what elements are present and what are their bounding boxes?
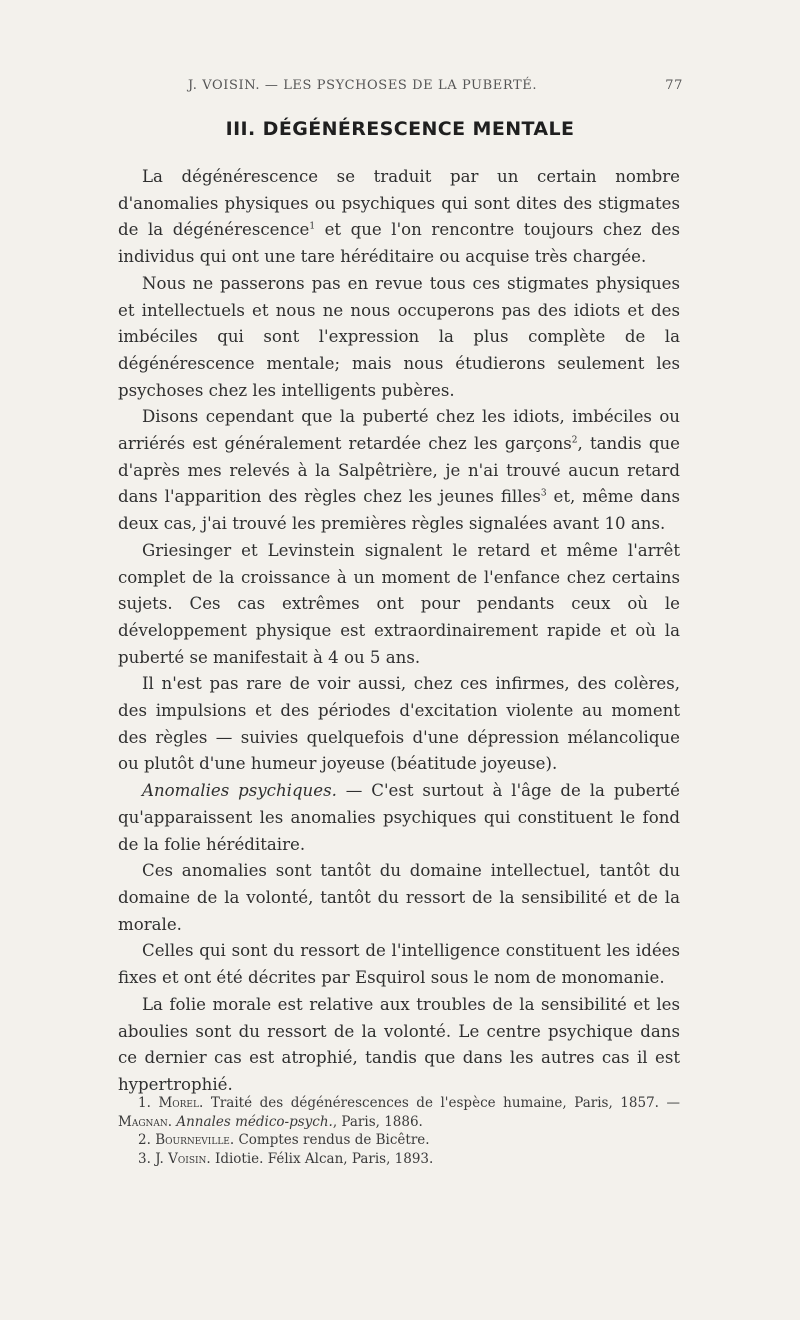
footnote-number: 2. (138, 1132, 151, 1148)
footnote-author: Magnan. (118, 1113, 173, 1130)
footnote-2 (118, 1131, 680, 1150)
footnote-3 (118, 1150, 680, 1169)
paragraph-3-text-c: et, même dans deux cas, j'ai trouvé les premières règles signalées avant 10 ans. (118, 487, 680, 534)
paragraph-8: Celles qui sont du ressort de l'intelligence constituent les idées fixes et ont été décrites par Esquirol sous le nom de monomanie. (118, 941, 680, 988)
footnote-author: Morel. (158, 1095, 204, 1111)
running-head (188, 74, 683, 98)
footnote-ref-2: 2 (571, 435, 578, 446)
footnote-author: Bourneville. (155, 1132, 235, 1148)
paragraph-5: Il n'est pas rare de voir aussi, chez ces infirmes, des colères, des impulsions et des périodes d'excitation violente au moment des règles — suivies quelquefois d'une dépression mélancolique ou plutôt d'une humeur joyeuse (béatitude joyeuse). (118, 674, 680, 774)
paragraph-9: La folie morale est relative aux troubles de la sensibilité et les aboulies sont du ressort de la volonté. Le centre psychique dans ce dernier cas est atrophié, tandis que dans les autres cas il est hypertrophié. (118, 994, 680, 1094)
footnote-ref-3: 3 (540, 488, 547, 499)
paragraph-1-text-b: et que l'on rencontre toujours chez des individus qui ont une tare héréditaire ou acquise très chargée. (118, 220, 680, 267)
footnotes (118, 1094, 680, 1168)
footnote-text: , Paris, 1886. (332, 1113, 423, 1130)
running-head-title: J. VOISIN. — LES PSYCHOSES DE LA PUBERTÉ. (188, 78, 538, 93)
paragraph-1 (118, 164, 680, 271)
paragraph-6-text: — C'est surtout à l'âge de la puberté qu'apparaissent les anomalies psychiques qui constituent le fond de la folie héréditaire. (118, 781, 681, 854)
page-number: 77 (665, 78, 683, 93)
footnote-ref-1: 1 (309, 221, 316, 232)
footnote-number: 3. (138, 1150, 151, 1167)
section-title: III. DÉGÉNÉRESCENCE MENTALE (225, 118, 575, 140)
paragraph-4: Griesinger et Levinstein signalent le retard et même l'arrêt complet de la croissance à un moment de l'enfance chez certains sujets. Ces cas extrêmes ont pour pendants ceux où le développement physique est extraordinairement rapide et où la puberté se manifestait à 4 ou 5 ans. (118, 540, 680, 667)
paragraph-2: Nous ne passerons pas en revue tous ces stigmates physiques et intellectuels et nous ne nous occuperons pas des idiots et des imbéciles qui sont l'expression la plus complète de la dégénérescence mentale; mais nous étudierons seulement les psychoses chez les intelligents pubères. (118, 273, 680, 400)
paragraph-3-text-b: , tandis que d'après mes relevés à la Salpêtrière, je n'ai trouvé aucun retard dans l'apparition des règles chez les jeunes filles (118, 434, 681, 507)
paragraph-1-text-a: La dégénérescence se traduit par un certain nombre d'anomalies physiques ou psychiques qui sont dites des stigmates de la dégénérescence (118, 167, 680, 240)
body-text (118, 164, 680, 1099)
footnote-text: Traité des dégénérescences de l'espèce humaine, Paris, 1857. — (203, 1095, 680, 1111)
footnote-text: Idiotie. Félix Alcan, Paris, 1893. (210, 1150, 434, 1167)
run-in-heading: Anomalies psychiques. (142, 781, 337, 801)
paragraph-3-text-a: Disons cependant que la puberté chez les idiots, imbéciles ou arriérés est généralement retardée chez les garçons (118, 407, 680, 454)
paragraph-6 (118, 778, 680, 858)
paragraph-7: Ces anomalies sont tantôt du domaine intellectuel, tantôt du domaine de la volonté, tantôt du ressort de la sensibilité et de la morale. (118, 861, 680, 934)
footnote-1 (118, 1094, 680, 1131)
footnote-journal: Annales médico-psych. (172, 1113, 333, 1130)
footnote-text: Comptes rendus de Bicêtre. (234, 1132, 430, 1148)
footnote-number: 1. (138, 1095, 151, 1111)
footnote-author: J. Voisin. (155, 1150, 211, 1167)
paragraph-3 (118, 404, 680, 538)
